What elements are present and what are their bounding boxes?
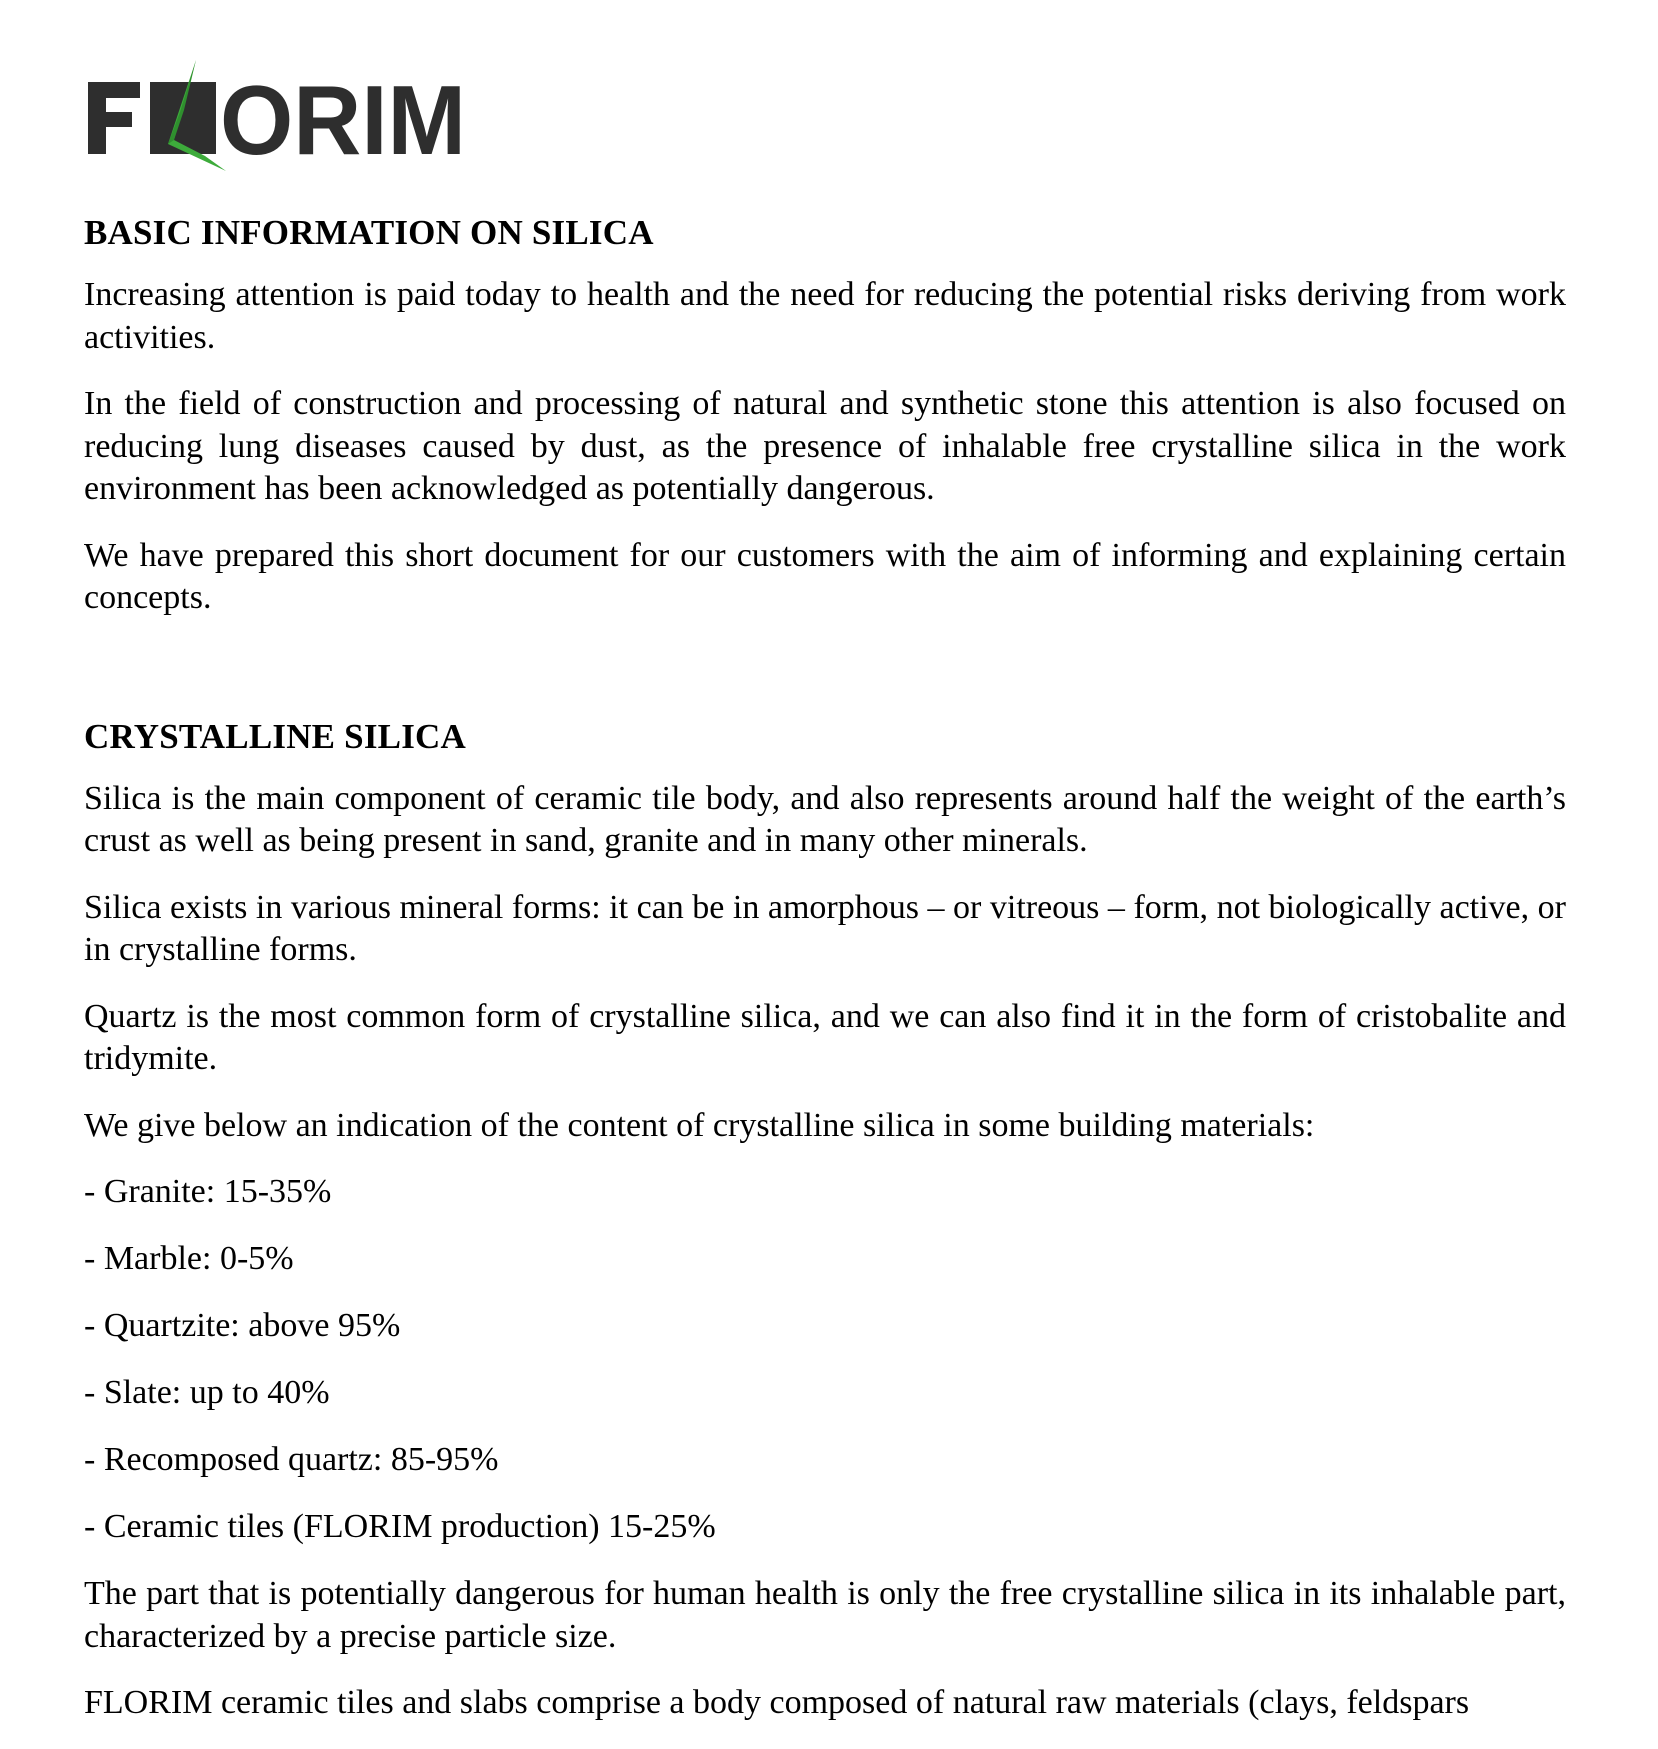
heading-basic-information: BASIC INFORMATION ON SILICA xyxy=(84,213,654,252)
paragraph-closing-1: The part that is potentially dangerous for human health is only the free crystalline silica in its inhalable part, characterized by a precise particle size. xyxy=(84,1575,1566,1655)
heading-crystalline-silica: CRYSTALLINE SILICA xyxy=(84,716,466,756)
florim-logo-graphic xyxy=(84,60,484,172)
paragraph-basic-3: We have prepared this short document for our customers with the aim of informing and explaining certain concepts. xyxy=(84,536,1566,616)
paragraph-crystalline-4: We give below an indication of the content of crystalline silica in some building materials: xyxy=(84,1106,1315,1144)
logo-wordmark: ORIM xyxy=(220,65,466,172)
document-body xyxy=(84,210,1566,1749)
paragraph-crystalline-3: Quartz is the most common form of crystalline silica, and we can also find it in the form of cristobalite and tridymite. xyxy=(84,997,1566,1077)
florim-logo xyxy=(84,60,484,172)
section-spacer xyxy=(84,644,1566,714)
logo-square xyxy=(150,82,216,154)
list-item: - Marble: 0-5% xyxy=(84,1240,294,1277)
list-item: - Ceramic tiles (FLORIM production) 15-25% xyxy=(84,1508,716,1545)
list-item: - Slate: up to 40% xyxy=(84,1374,330,1411)
materials-list xyxy=(84,1171,1566,1549)
list-item: - Quartzite: above 95% xyxy=(84,1307,401,1344)
paragraph-crystalline-1: Silica is the main component of ceramic tile body, and also represents around half the weight of the earth’s crust as well as being present in sand, granite and in many other minerals. xyxy=(84,779,1566,859)
paragraph-closing-2: FLORIM ceramic tiles and slabs comprise a body composed of natural raw materials (clays, feldspars xyxy=(84,1684,1470,1721)
list-item: - Granite: 15-35% xyxy=(84,1173,332,1210)
paragraph-basic-2: In the field of construction and processing of natural and synthetic stone this attention is also focused on reducing lung diseases caused by dust, as the presence of inhalable free crystalline silica in the work environment has been acknowledged as potentially dangerous. xyxy=(84,385,1566,507)
list-item: - Recomposed quartz: 85-95% xyxy=(84,1441,499,1478)
logo-letter-f xyxy=(88,82,140,154)
paragraph-basic-1: Increasing attention is paid today to health and the need for reducing the potential risks deriving from work activities. xyxy=(84,276,1566,356)
paragraph-crystalline-2: Silica exists in various mineral forms: it can be in amorphous – or vitreous – form, not biologically active, or in crystalline forms. xyxy=(84,888,1566,968)
